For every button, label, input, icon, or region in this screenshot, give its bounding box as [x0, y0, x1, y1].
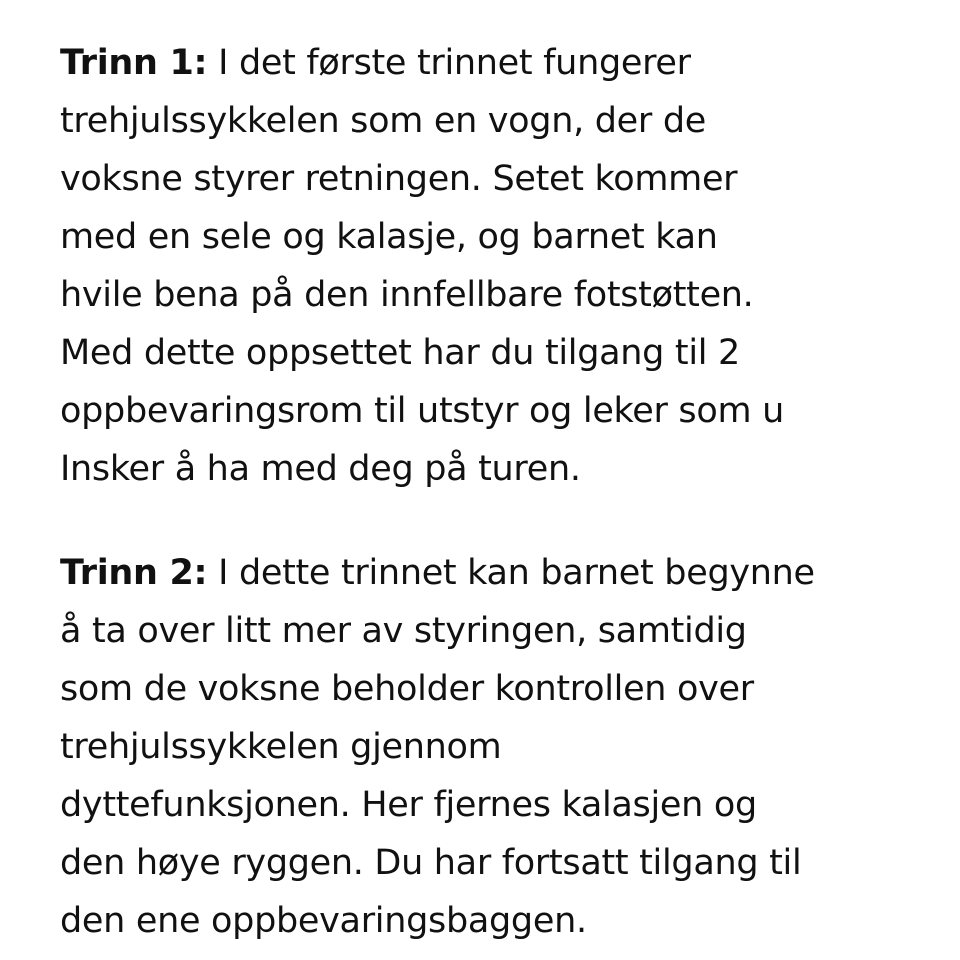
- text-span: I dette trinnet kan barnet begynne: [207, 553, 815, 593]
- text-line: som de voksne beholder kontrollen over: [60, 669, 754, 709]
- text-span: I det første trinnet fungerer: [207, 43, 691, 83]
- text-line: dyttefunksjonen. Her fjernes kalasjen og: [60, 785, 757, 825]
- text-line: med en sele og kalasje, og barnet kan: [60, 217, 718, 257]
- step-heading: Trinn 2:: [60, 553, 208, 593]
- text-line: den høye ryggen. Du har fortsatt tilgang til: [60, 843, 802, 883]
- text-line: oppbevaringsrom til utstyr og leker som u: [60, 391, 784, 431]
- text-line: trehjulssykkelen som en vogn, der de: [60, 101, 706, 141]
- text-line: den ene oppbevaringsbaggen.: [60, 901, 587, 941]
- text-line: Insker å ha med deg på turen.: [60, 449, 581, 489]
- paragraph-trinn-1: [60, 34, 940, 498]
- document-body: [60, 34, 940, 950]
- text-line: [60, 544, 940, 602]
- text-line: hvile bena på den innfellbare fotstøtten.: [60, 275, 754, 315]
- step-heading: Trinn 1:: [60, 43, 208, 83]
- text-line: trehjulssykkelen gjennom: [60, 727, 502, 767]
- text-line: voksne styrer retningen. Setet kommer: [60, 159, 738, 199]
- text-line: å ta over litt mer av styringen, samtidig: [60, 611, 747, 651]
- paragraph-trinn-2: [60, 544, 940, 950]
- text-line: Med dette oppsettet har du tilgang til 2: [60, 333, 740, 373]
- text-line: [60, 34, 940, 92]
